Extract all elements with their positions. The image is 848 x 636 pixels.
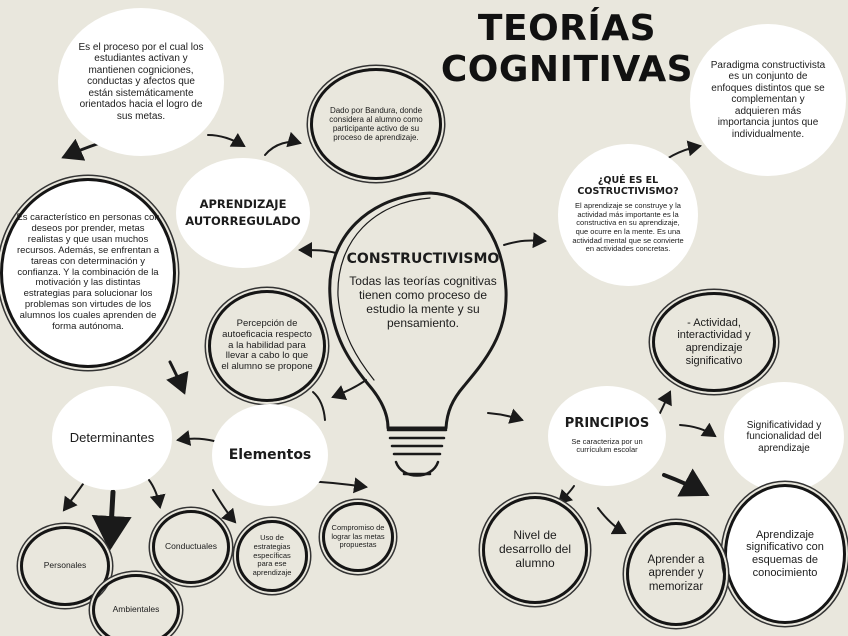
aprender-text: Aprender a aprender y memorizar (647, 554, 705, 593)
caracteristico-bubble (0, 178, 176, 368)
nivel-bubble (482, 496, 588, 604)
elementos-label: Elementos (228, 446, 312, 463)
caracteristico-text: Es característico en personas con deseos por prender, metas realistas y que usan muchos recursos. Además, se enfrentan a tareas con determinación y confianza. Y la combinación de la motivación y las distintas estrategias para solucionar los problemas son virtudes de los alumnos los cuales aprenden de forma autónoma. (16, 211, 160, 333)
nivel-text: Nivel de desarrollo del alumno (498, 528, 572, 570)
arrow-to-aprendizaje-significativo (664, 475, 706, 494)
estrategias-bubble (236, 520, 308, 592)
arrow-to-definicion (64, 143, 100, 157)
constructivismo-center (338, 236, 508, 346)
definicion-metas-bubble (58, 8, 224, 156)
title-line-2: COGNITIVAS (440, 49, 694, 91)
aprendizaje-significativo-text: Aprendizaje significativo con esquemas de conocimiento (746, 528, 824, 579)
que-es-bubble (558, 144, 698, 286)
ambientales-label: Ambientales (112, 604, 160, 615)
aprendizaje-significativo-bubble (724, 484, 846, 624)
determinantes-label: Determinantes (69, 429, 155, 445)
arrow-to-aprender (598, 508, 625, 533)
arrow-to-aprendizaje (300, 250, 336, 253)
link-autoeficacia (313, 392, 325, 420)
bandura-bubble (310, 68, 442, 180)
principios-text: Se caracteriza por un currículum escolar (571, 436, 643, 455)
title-line-1: TEORÍAS (477, 8, 657, 49)
arrow-to-determinantes (170, 362, 184, 392)
conductuales-label: Conductuales (165, 541, 217, 552)
page-title (432, 8, 702, 91)
autoeficacia-bubble (208, 290, 326, 402)
arrow-to-estrategias (213, 490, 235, 522)
arrow-to-conductuales (149, 480, 160, 507)
arrow-to-bandura (265, 142, 300, 155)
determinantes-bubble (52, 386, 172, 490)
aprendizaje-autorregulado-label: APRENDIZAJE AUTORREGULADO (185, 197, 301, 228)
actividad-bubble (652, 292, 776, 392)
arrow-to-significatividad (680, 425, 715, 436)
elementos-bubble (212, 404, 328, 506)
arrow-to-elementos (333, 380, 366, 397)
compromiso-text: Compromiso de lograr las metas propuestas (331, 523, 385, 550)
que-es-text: El aprendizaje se construye y la actividad más importante es la constructiva en su aprendizaje, que ocurre en la mente. Es una actividad mental que se convierte en actividades concretas. (572, 201, 684, 254)
significatividad-text: Significatividad y funcionalidad del aprendizaje (746, 419, 822, 454)
arrow-to-personales (64, 484, 83, 510)
significatividad-bubble (724, 382, 844, 492)
arrow-to-principios (488, 413, 522, 420)
principios-bubble (548, 386, 666, 486)
arrow-to-que-es (504, 240, 545, 245)
center-text: Todas las teorías cognitivas tienen como proceso de estudio la mente y su pensamiento. (349, 274, 497, 330)
que-es-heading: ¿QUÉ ES EL COSTRUCTIVISMO? (577, 175, 679, 198)
principios-heading: PRINCIPIOS (564, 415, 650, 431)
aprender-bubble (626, 522, 726, 626)
autoeficacia-text: Percepción de autoeficacia respecto a la habilidad para llevar a cabo lo que el alumno se propone (221, 317, 313, 373)
arrow-elementos-determinantes (178, 439, 214, 441)
ambientales-bubble (92, 574, 180, 636)
arrow-to-actividad (660, 392, 670, 413)
estrategias-text: Uso de estrategias específicas para ese aprendizaje (252, 533, 292, 577)
arrow-from-aprendizaje (208, 135, 244, 146)
aprendizaje-autorregulado-bubble (176, 158, 310, 268)
arrow-to-ambientales (110, 492, 113, 546)
compromiso-bubble (322, 502, 394, 572)
conductuales-bubble (152, 510, 230, 584)
paradigma-bubble (690, 24, 846, 176)
personales-label: Personales (43, 560, 87, 571)
definicion-metas-text: Es el proceso por el cual los estudiantes activan y mantienen cogniciones, conductas y afectos que están sistemáticamente orientados hacia el logro de sus metas. (78, 41, 204, 122)
paradigma-text: Paradigma constructivista es un conjunto de enfoques distintos que se complementan y adquieren más importancia juntos que individualmente. (710, 59, 826, 140)
bandura-text: Dado por Bandura, donde considera al alumno como participante activo de su proceso de aprendizaje. (329, 105, 423, 143)
arrow-to-nivel (559, 486, 574, 503)
actividad-text: - Actividad, interactividad y aprendizaje significativo (677, 316, 751, 367)
center-heading: CONSTRUCTIVISMO (346, 251, 500, 268)
